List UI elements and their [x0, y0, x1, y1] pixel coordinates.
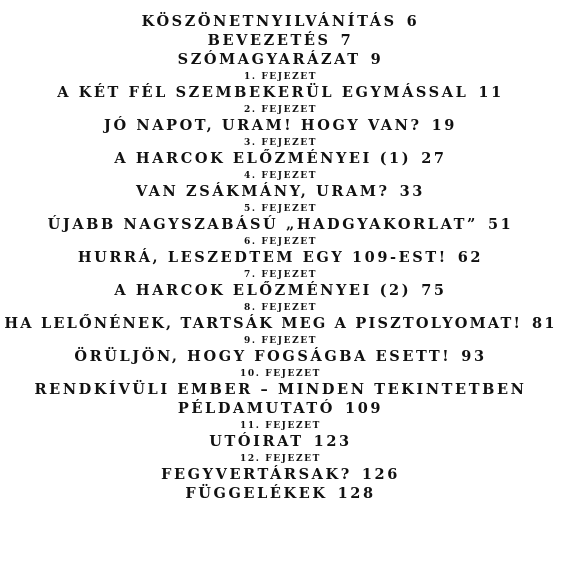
page-number: 6 — [406, 13, 420, 30]
page-number: 7 — [340, 32, 354, 49]
chapter-label: 2. FEJEZET — [243, 105, 318, 115]
entry-title: JÓ NAPOT, URAM! HOGY VAN? — [104, 117, 422, 134]
entry-title: ÚJABB NAGYSZABÁSÚ „HADGYAKORLAT” — [47, 216, 478, 233]
toc-entry-introduction — [0, 31, 561, 50]
page-number: 11 — [478, 84, 504, 101]
toc-entry-chapter-3 — [0, 149, 561, 168]
page-number: 93 — [461, 348, 487, 365]
chapter-label: 4. FEJEZET — [243, 171, 318, 181]
toc-entry-chapter-10-continued — [0, 399, 561, 418]
chapter-label: 10. FEJEZET — [240, 369, 321, 379]
toc-entry-chapter-10 — [0, 380, 561, 399]
page-number: 9 — [370, 51, 384, 68]
toc-entry-chapter-1 — [0, 83, 561, 102]
entry-title: FÜGGELÉKEK — [185, 485, 328, 502]
chapter-label: 11. FEJEZET — [240, 421, 321, 431]
entry-title: RENDKÍVÜLI EMBER – MINDEN TEKINTETBEN — [34, 381, 527, 398]
page-number: 19 — [431, 117, 457, 134]
chapter-label: 12. FEJEZET — [240, 454, 321, 464]
toc-entry-chapter-7 — [0, 281, 561, 300]
page-number: 33 — [399, 183, 425, 200]
chapter-label: 3. FEJEZET — [243, 138, 318, 148]
page-number: 62 — [457, 249, 484, 266]
table-of-contents — [0, 12, 561, 503]
entry-title: HURRÁ, LESZEDTEM EGY 109-EST! — [77, 249, 448, 266]
page-number: 51 — [487, 216, 514, 233]
toc-entry-appendices — [0, 484, 561, 503]
entry-title-line2: PÉLDAMUTATÓ — [177, 400, 336, 417]
entry-title: A KÉT FÉL SZEMBEKERÜL EGYMÁSSAL — [57, 84, 469, 101]
toc-entry-chapter-4 — [0, 182, 561, 201]
chapter-label: 6. FEJEZET — [243, 237, 318, 247]
entry-title: ÖRÜLJÖN, HOGY FOGSÁGBA ESETT! — [74, 348, 452, 365]
toc-entry-chapter-12 — [0, 465, 561, 484]
toc-entry-glossary — [0, 50, 561, 69]
entry-title: KÖSZÖNETNYILVÁNÍTÁS — [141, 13, 397, 30]
page-number: 81 — [532, 315, 557, 332]
page-number: 75 — [421, 282, 447, 299]
chapter-label: 5. FEJEZET — [243, 204, 318, 214]
toc-entry-chapter-2 — [0, 116, 561, 135]
entry-title: A HARCOK ELŐZMÉNYEI (1) — [114, 150, 412, 167]
toc-entry-acknowledgements — [0, 12, 561, 31]
page-number: 27 — [421, 150, 447, 167]
page-number: 109 — [345, 400, 384, 417]
chapter-label: 7. FEJEZET — [243, 270, 318, 280]
entry-title: VAN ZSÁKMÁNY, URAM? — [135, 183, 390, 200]
entry-title: UTÓIRAT — [209, 433, 304, 450]
toc-entry-chapter-5 — [0, 215, 561, 234]
entry-title: HA LELŐNÉNEK, TARTSÁK MEG A PISZTOLYOMAT! — [4, 315, 523, 332]
entry-title: FEGYVERTÁRSAK? — [161, 466, 352, 483]
entry-title: A HARCOK ELŐZMÉNYEI (2) — [114, 282, 412, 299]
page-number: 126 — [361, 466, 400, 483]
page-number: 128 — [337, 485, 376, 502]
page-number: 123 — [313, 433, 352, 450]
toc-entry-chapter-11 — [0, 432, 561, 451]
entry-title: SZÓMAGYARÁZAT — [177, 51, 361, 68]
chapter-label: 1. FEJEZET — [243, 72, 318, 82]
toc-entry-chapter-8 — [0, 314, 561, 333]
entry-title: BEVEZETÉS — [207, 32, 331, 49]
toc-entry-chapter-6 — [0, 248, 561, 267]
toc-entry-chapter-9 — [0, 347, 561, 366]
chapter-label: 8. FEJEZET — [243, 303, 318, 313]
chapter-label: 9. FEJEZET — [243, 336, 318, 346]
